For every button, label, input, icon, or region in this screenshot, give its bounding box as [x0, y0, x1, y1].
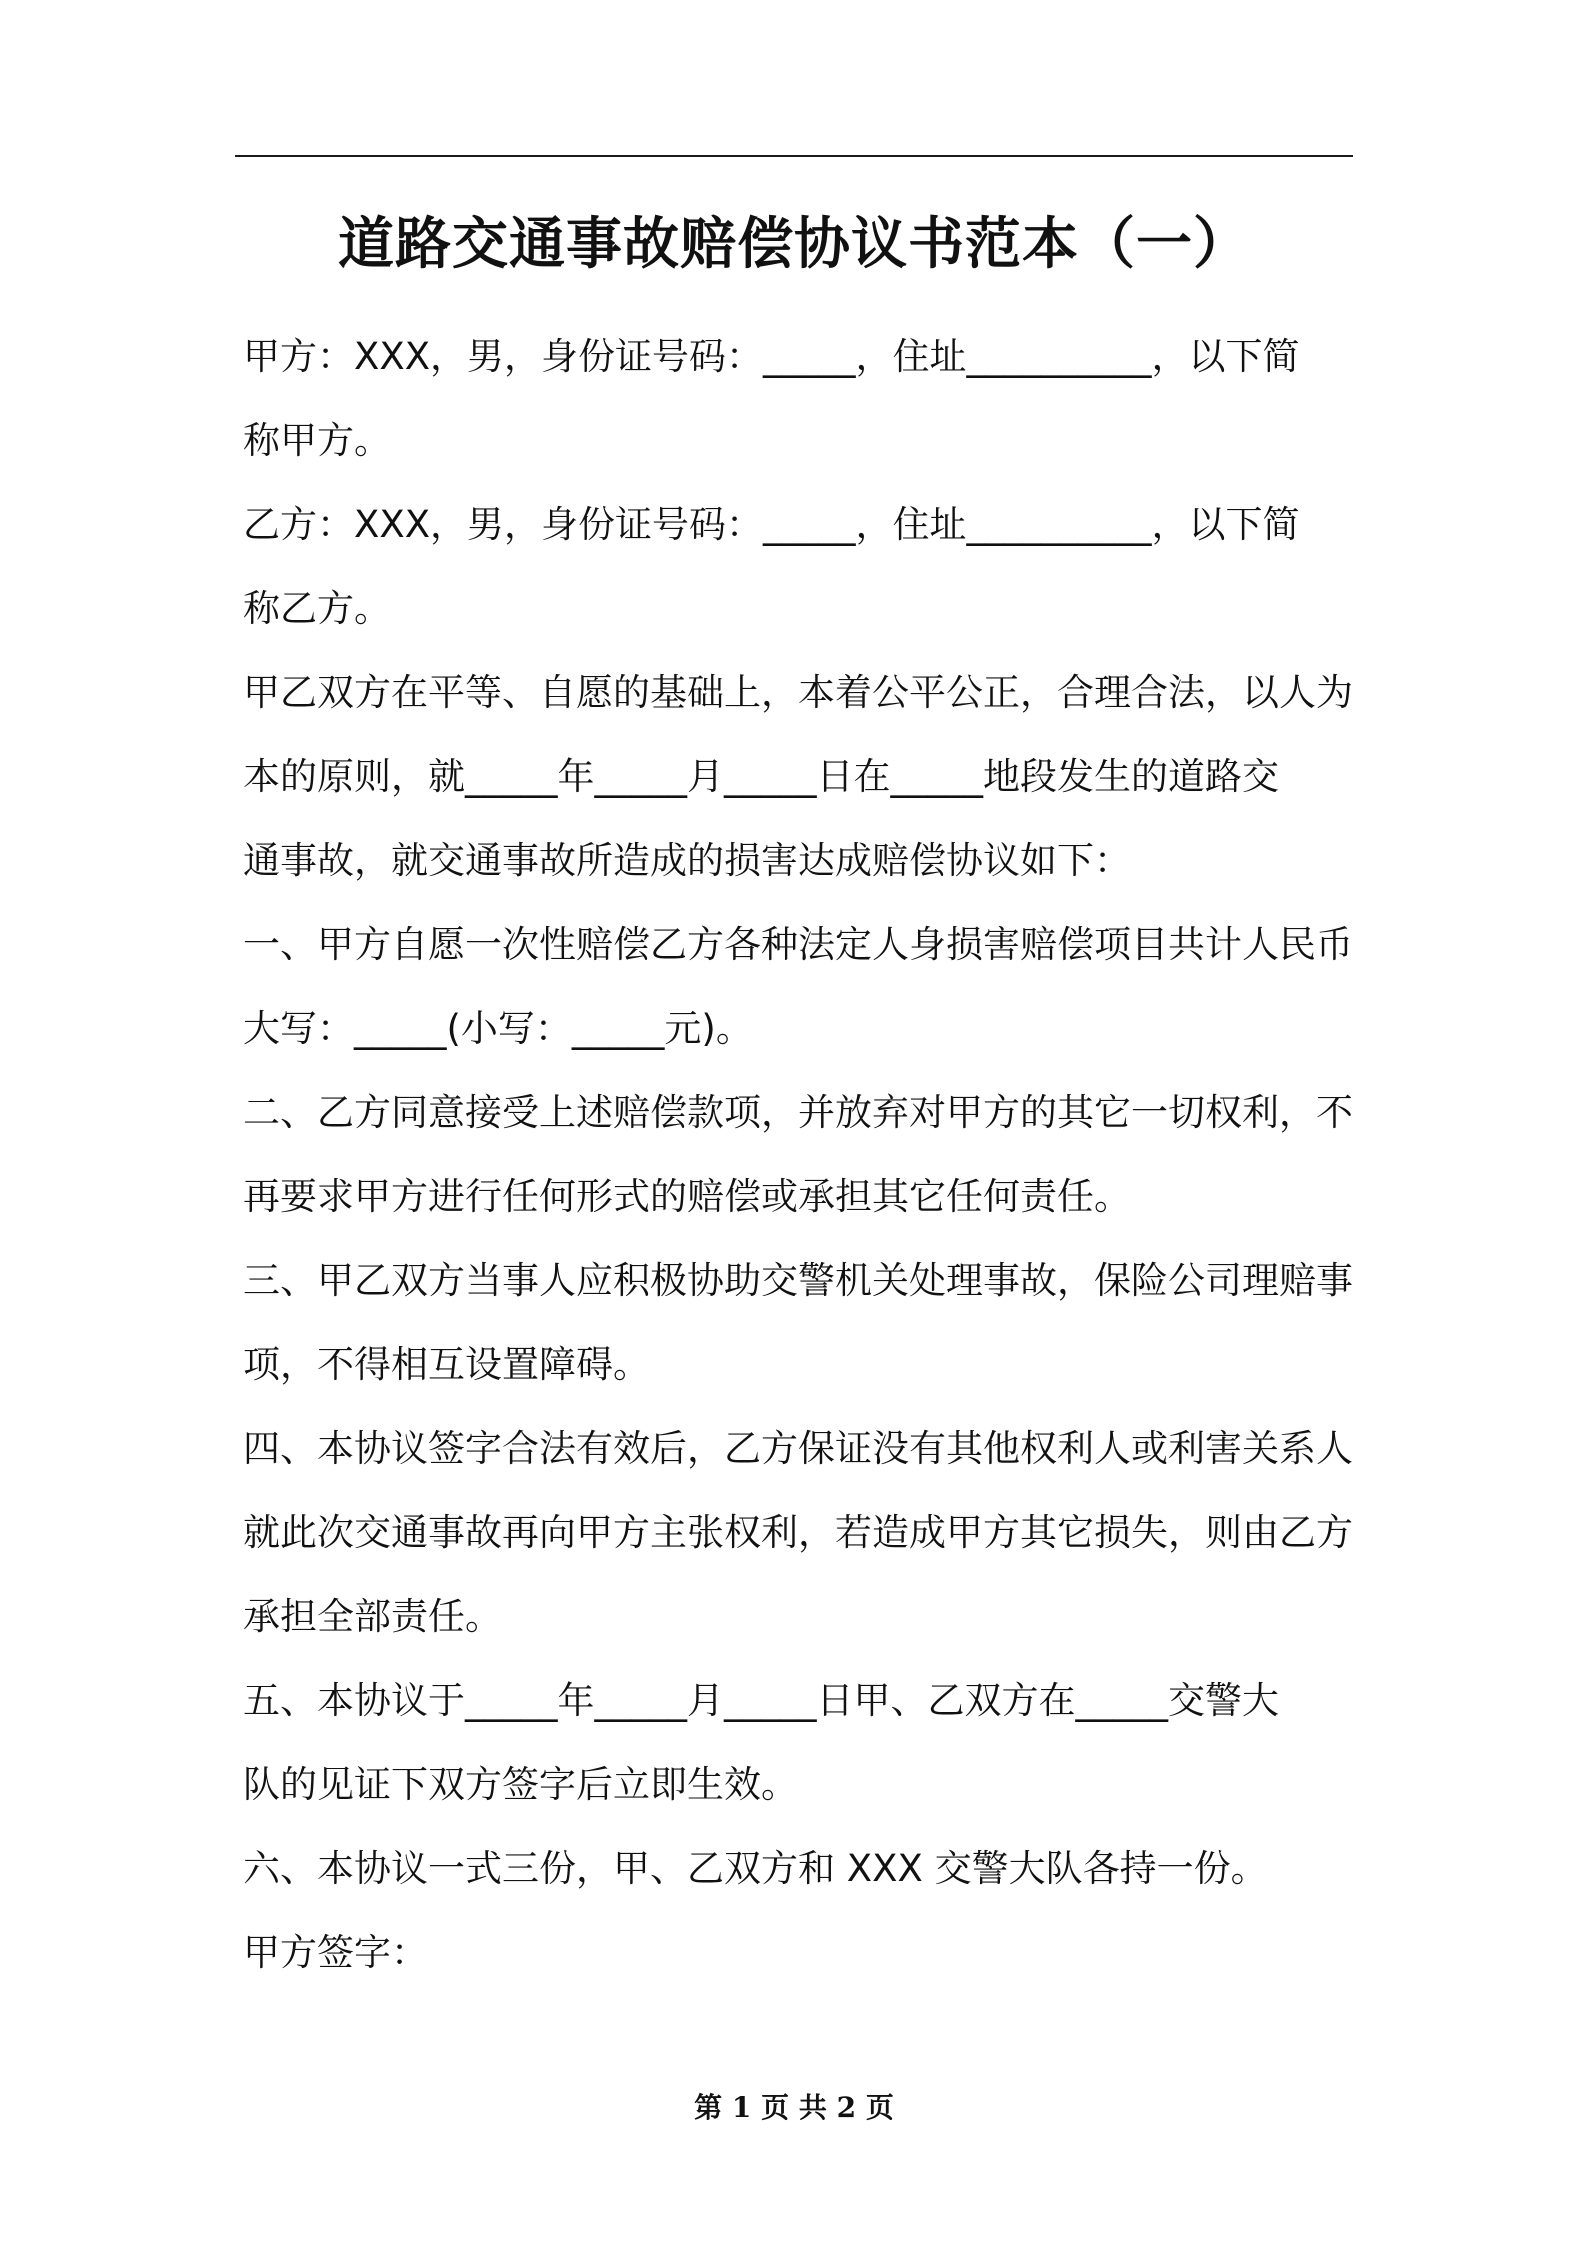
body-line: 通事故，就交通事故所造成的损害达成赔偿协议如下： — [243, 839, 1131, 882]
body-line: 五、本协议于_____年_____月_____日甲、乙双方在_____交警大 — [243, 1679, 1279, 1722]
body-line: 甲方：XXX，男，身份证号码：_____，住址__________，以下简 — [243, 335, 1300, 378]
body-line: 再要求甲方进行任何形式的赔偿或承担其它任何责任。 — [243, 1175, 1131, 1218]
body-line: 三、甲乙双方当事人应积极协助交警机关处理事故，保险公司理赔事 — [243, 1259, 1353, 1302]
body-line: 大写：_____(小写：_____元)。 — [243, 1007, 753, 1050]
body-line: 四、本协议签字合法有效后，乙方保证没有其他权利人或利害关系人 — [243, 1427, 1353, 1470]
body-line: 项，不得相互设置障碍。 — [243, 1343, 650, 1386]
body-line: 本的原则，就_____年_____月_____日在_____地段发生的道路交 — [243, 755, 1279, 798]
body-line: 一、甲方自愿一次性赔偿乙方各种法定人身损害赔偿项目共计人民币 — [243, 923, 1353, 966]
header-rule — [235, 155, 1353, 157]
body-line: 承担全部责任。 — [243, 1595, 502, 1638]
body-line: 六、本协议一式三份，甲、乙双方和 XXX 交警大队各持一份。 — [243, 1847, 1268, 1890]
signature-label: 甲方签字： — [243, 1931, 428, 1974]
document-title: 道路交通事故赔偿协议书范本（一） — [338, 212, 1250, 277]
body-line: 二、乙方同意接受上述赔偿款项，并放弃对甲方的其它一切权利，不 — [243, 1091, 1353, 1134]
page-number-footer: 第 1 页 共 2 页 — [694, 2091, 894, 2124]
body-line: 乙方：XXX，男，身份证号码：_____，住址__________，以下简 — [243, 503, 1300, 546]
body-line: 称甲方。 — [243, 419, 391, 462]
body-line: 队的见证下双方签字后立即生效。 — [243, 1763, 798, 1806]
document-body — [243, 315, 1353, 1995]
body-line: 甲乙双方在平等、自愿的基础上，本着公平公正，合理合法，以人为 — [243, 671, 1353, 714]
body-line: 称乙方。 — [243, 587, 391, 630]
body-line: 就此次交通事故再向甲方主张权利，若造成甲方其它损失，则由乙方 — [243, 1511, 1353, 1554]
